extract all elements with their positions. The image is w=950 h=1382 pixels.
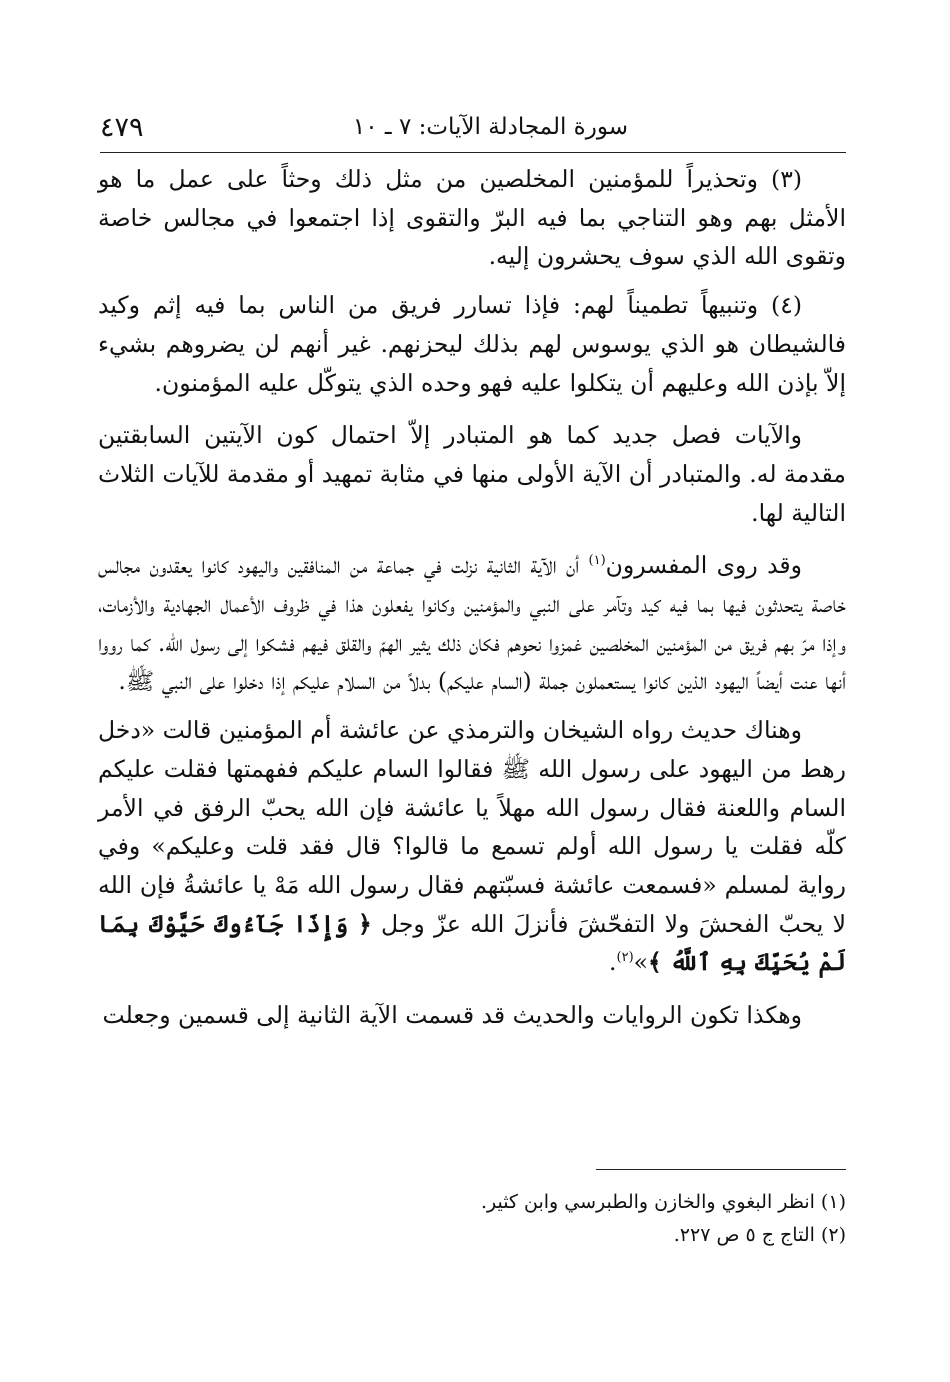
footnote-2: (٢) التاج ج ٥ ص ٢٢٧. <box>673 1224 846 1246</box>
header-divider <box>100 152 846 153</box>
hadith-text: وهناك حديث رواه الشيخان والترمذي عن عائشة أم المؤمنين قالت «دخل رهط من اليهود على رسول الله ﷺ فقالوا السام عليكم ففهمتها فقلت عليكم السام واللعنة فقال رسول الله مهلاً يا عائشة فإن الله يحبّ الرفق في الأمر كلّه فقلت يا رسول الله أولم تسمع ما قالوا؟ قال فقد قلت وعليكم» وفي رواية لمسلم «فسمعت عائشة فسبّتهم فقال رسول الله مَهْ يا عائشةُ فإن الله لا يحبّ الفحشَ ولا التفحّشَ فأنزلَ الله عزّ وجل <box>98 716 846 938</box>
commentators-text-rest: أن الآية الثانية نزلت في جماعة من المنافقين واليهود كانوا يعقدون مجالس خاصة يتحدثون فيها بما فيه كيد وتآمر على النبي والمؤمنين وكانوا يفعلون هذا في ظروف الأعمال الجهادية والأزمات، وإذا مرّ بهم فريق من المؤمنين المخلصين غمزوا نحوهم فكان ذلك يثير الهمّ والقلق فيهم فشكوا إلى رسول الله. كما رووا أنها عنت أيضاً اليهود الذين كانوا يستعملون جملة (السام عليكم) بدلاً من السلام عليكم إذا دخلوا على النبي ﷺ. <box>98 551 846 696</box>
page-number: ٤٧٩ <box>100 112 144 143</box>
main-text <box>98 160 846 1035</box>
paragraph-point-4: (٤) وتنبيهاً تطميناً لهم: فإذا تسارر فريق من الناس بما فيه إثم وكيد فالشيطان هو الذي يوسوس لهم بذلك ليحزنهم. غير أنهم لن يضروهم بشيء إلاّ بإذن الله وعليهم أن يتكلوا عليه فهو وحده الذي يتوكّل عليه المؤمنون. <box>98 291 846 397</box>
commentators-text-start: وقد روى المفسرون <box>605 551 802 580</box>
quran-quote: ﴿ وَإِذَا جَآءُوكَ حَيَّوْكَ بِمَا لَمْ يُحَيِّكَ بِهِ ٱللَّهُ ﴾ <box>98 909 846 977</box>
hadith-end: . <box>609 948 617 977</box>
paragraph-point-3: (٣) وتحذيراً للمؤمنين المخلصين من مثل ذلك وحثاً على عمل ما هو الأمثل بهم وهو التناجي بما فيه البرّ والتقوى إذا اجتمعوا في مجالس خاصة وتقوى الله الذي سوف يحشرون إليه. <box>98 165 846 271</box>
footnote-1: (١) انظر البغوي والخازن والطبرسي وابن كثير. <box>480 1191 846 1213</box>
footnote-ref-1[interactable]: (١) <box>588 553 606 569</box>
paragraph-conclusion: وهكذا تكون الروايات والحديث قد قسمت الآية الثانية إلى قسمين وجعلت <box>102 1001 802 1030</box>
quote-close: » <box>633 948 649 977</box>
page-header <box>100 112 846 152</box>
footnotes <box>300 1186 846 1252</box>
running-title: سورة المجادلة الآيات: ٧ ـ ١٠ <box>352 114 628 140</box>
footnote-divider <box>596 1169 846 1170</box>
paragraph-hadith <box>98 711 846 982</box>
footnote-ref-2[interactable]: (٢) <box>616 950 634 966</box>
paragraph-verses-intro: والآيات فصل جديد كما هو المتبادر إلاّ احتمال كون الآيتين السابقتين مقدمة له. والمتبادر أن الآية الأولى منها في مثابة تمهيد أو مقدمة للآيات الثلاث التالية لها. <box>98 421 846 527</box>
paragraph-commentators <box>98 546 846 701</box>
